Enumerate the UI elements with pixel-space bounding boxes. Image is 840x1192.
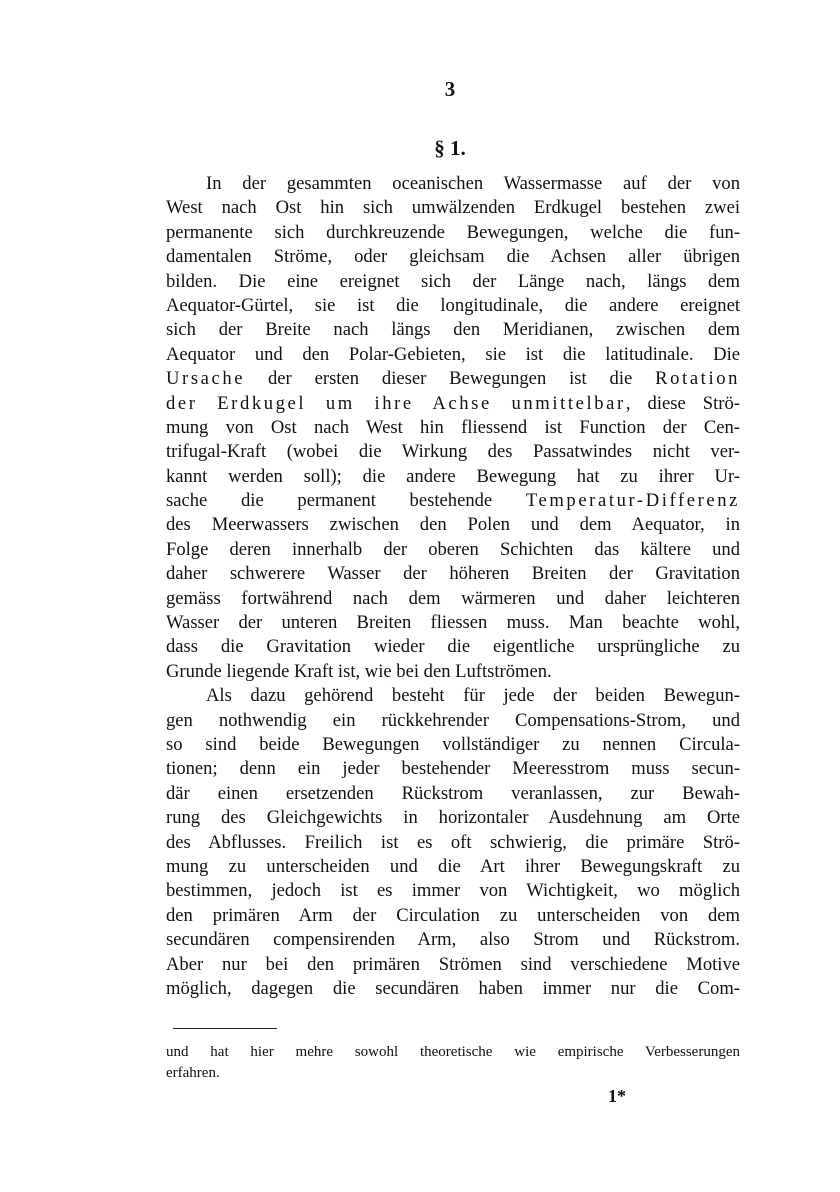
text-line: gen nothwendig ein rückkehrender Compensations-Strom, und (166, 709, 740, 731)
emphasis-ursache: Ursache (166, 368, 246, 390)
text-line: Aber nur bei den primären Strömen sind verschiedene Motive (166, 953, 740, 975)
text-line: Wasser der unteren Breiten fliessen muss. Man beachte wohl, (166, 612, 740, 634)
text-line: In der gesammten oceanischen Wassermasse auf der von (206, 173, 740, 194)
text-line: mung von Ost nach West hin fliessend ist Function der Cen- (166, 416, 740, 438)
footnote-divider (173, 1028, 277, 1029)
emphasis-erdkugel: der Erdkugel um ihre Achse unmittelbar (166, 392, 626, 414)
text-line: kannt werden soll); die andere Bewegung hat zu ihrer Ur- (166, 465, 740, 487)
text-line: möglich, dagegen die secundären haben immer nur die Com- (166, 977, 740, 999)
emphasis-rotation: Rotation (655, 368, 740, 390)
text-line: damentalen Ströme, oder gleichsam die Achsen aller übrigen (166, 246, 740, 268)
text-line: des Meerwassers zwischen den Polen und dem Aequator, in (166, 514, 740, 536)
signature-mark: 1* (608, 1086, 626, 1106)
text-line: West nach Ost hin sich umwälzenden Erdkugel bestehen zwei (166, 197, 740, 219)
text-line: sich der Breite nach längs den Meridianen, zwischen dem (166, 319, 740, 341)
text-line: daher schwerere Wasser der höheren Breiten der Gravitation (166, 563, 740, 585)
text-line: gemäss fortwährend nach dem wärmeren und daher leichteren (166, 587, 740, 609)
emphasis-temperatur: Temperatur-Differenz (525, 490, 740, 512)
text-line: secundären compensirenden Arm, also Strom und Rückstrom. (166, 929, 740, 951)
text-line: Ursache der ersten dieser Bewegungen ist die Rotation (166, 368, 740, 390)
body-text (166, 172, 740, 1001)
text-line: Aequator-Gürtel, sie ist die longitudinale, die andere ereignet (166, 294, 740, 316)
text-line: bestimmen, jedoch ist es immer von Wichtigkeit, wo möglich (166, 880, 740, 902)
footnote (166, 1042, 740, 1084)
text-line: rung des Gleichgewichts in horizontaler Ausdehnung am Orte (166, 807, 740, 829)
text-line: tionen; denn ein jeder bestehender Meeresstrom muss secun- (166, 758, 740, 780)
text-line: der Erdkugel um ihre Achse unmittelbar, diese Strö- (166, 392, 740, 414)
text-line: Als dazu gehörend besteht für jede der beiden Bewegun- (206, 685, 740, 707)
text-line: permanente sich durchkreuzende Bewegungen, welche die fun- (166, 221, 740, 243)
text-line: bilden. Die eine ereignet sich der Länge nach, längs dem (166, 270, 740, 292)
text-line: so sind beide Bewegungen vollständiger zu nennen Circula- (166, 733, 740, 755)
page-number: 3 (444, 77, 456, 101)
text-line: dass die Gravitation wieder die eigentliche ursprüngliche zu (166, 636, 740, 658)
text-line: där einen ersetzenden Rückstrom veranlassen, zur Bewah- (166, 782, 740, 804)
text-line: Aequator und den Polar-Gebieten, sie ist die latitudinale. Die (166, 343, 740, 365)
text-line: des Abflusses. Freilich ist es oft schwierig, die primäre Strö- (166, 831, 740, 853)
text-line: den primären Arm der Circulation zu unterscheiden von dem (166, 904, 740, 926)
text-line: trifugal-Kraft (wobei die Wirkung des Passatwindes nicht ver- (166, 441, 740, 463)
text-line: mung zu unterscheiden und die Art ihrer Bewegungskraft zu (166, 855, 740, 877)
footnote-line: erfahren. (166, 1065, 220, 1081)
section-heading: § 1. (434, 136, 466, 160)
footnote-line: und hat hier mehre sowohl theoretische wie empirische Verbesserungen (166, 1044, 740, 1060)
text-line: Folge deren innerhalb der oberen Schichten das kältere und (166, 538, 740, 560)
text-line: sache die permanent bestehende Temperatur-Differenz (166, 490, 740, 512)
text-line: Grunde liegende Kraft ist, wie bei den Luftströmen. (166, 660, 552, 682)
